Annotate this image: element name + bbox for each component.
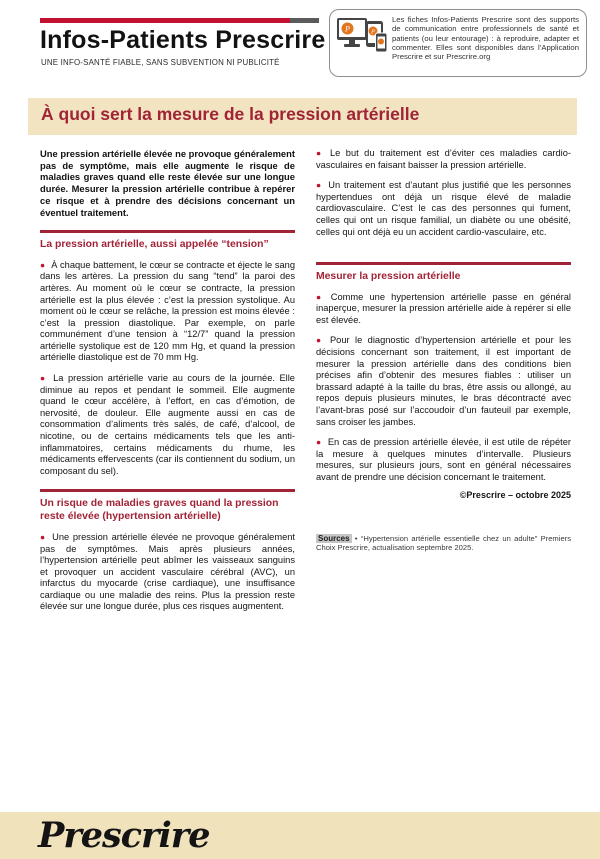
section-heading: La pression artérielle, aussi appelée “tension” (40, 238, 269, 250)
bullet-text: Une pression artérielle élevée ne provoque généralement pas de symptômes. Mais après plusieurs années, l’hypertension artérielle peut abîmer les vaisseaux sanguins et provoquer un accident vasculaire cérébral (AVC), un infarctus du myocarde (crise cardiaque), une insuffisance cardiaque ou une maladie des reins. Plus la pression reste élevée sur une longue durée, plus ces risques augmentent. (40, 531, 296, 612)
bullet-paragraph (316, 180, 571, 238)
info-box-text: Les fiches Infos-Patients Prescrire sont des supports de communication entre professionnels de santé et patients (ou leur entourage) : à reproduire, adapter et commenter. Elles sont disponibles dans l’Application Prescrire et sur Prescrire.org (392, 15, 579, 62)
bullet-text: Comme une hypertension artérielle passe en général inaperçue, mesurer la pression artérielle aide à repérer si elle est élevée. (316, 291, 571, 325)
left-column (40, 148, 295, 613)
bullet-icon: ● (316, 291, 325, 302)
intro-paragraph: Une pression artérielle élevée ne provoque généralement pas de symptôme, mais elle augmente le risque de maladies graves quand elle reste élevée sur une longue durée. Mesurer la pression artérielle contribue à repérer ce risque et à prendre des décisions concernant un éventuel traitement. (40, 148, 295, 218)
section-blood-pressure (40, 230, 295, 477)
page-title: À quoi sert la mesure de la pression artérielle (41, 104, 420, 124)
section-measuring (316, 262, 571, 483)
bullet-icon: ● (40, 259, 46, 270)
masthead-tagline: UNE INFO-SANTÉ FIABLE, SANS SUBVENTION NI PUBLICITÉ (41, 58, 280, 67)
body-columns (40, 148, 571, 613)
right-column (316, 148, 571, 613)
bullet-paragraph (40, 373, 295, 477)
bullet-text: Pour le diagnostic d’hypertension artérielle et pour les décisions concernant son traitement, il est important de mesurer la pression artérielle dans des conditions bien précises afin d’obtenir des mesures fiables : utiliser un brassard adapté à la taille du bras, être assis ou allongé, au repos depuis plusieurs minutes, le bras décontracté avec l’avant-bras posé sur l’accoudoir d’un fauteuil par exemple, sans croiser les jambes. (316, 335, 571, 427)
bullet-paragraph (316, 148, 571, 171)
copyright-line: ©Prescrire – octobre 2025 (459, 489, 571, 500)
bullet-icon: ● (316, 180, 323, 191)
bullet-text: La pression artérielle varie au cours de la journée. Elle diminue au repos et pendant le sommeil. Elle augmente quand le cœur accélère, à l’effort, en cas d’émotion, de nervosité, de douleur. Elle augmente aussi en cas de consommation d’aliments très salés, de café, d’alcool, de nicotine, ou de certains médicaments tels que les anti-inflammatoires, certains médicaments du rhume, les médicaments effervescents (car ils contiennent du sodium, un composant du sel). (40, 373, 295, 476)
bullet-paragraph (316, 292, 571, 327)
page-title-banner (28, 98, 577, 135)
bullet-text: Un traitement est d’autant plus justifié que les personnes hypertendues ont déjà un risque élevé de maladie cardiovasculaire. C’est le cas des personnes qui fument, celles qui ont un risque familial, un diabète ou une obésité, celles qui ont déjà eu un accident cardio-vasculaire, etc. (316, 180, 571, 237)
bullet-text: En cas de pression artérielle élevée, il est utile de répéter la mesure à quelques minutes d’intervalle. Plusieurs mesures, sur plusieurs jours, sont en général nécessaires avant de prendre une décision concernant le traitement. (316, 437, 571, 482)
masthead-rule-red (40, 18, 290, 23)
bullet-icon: ● (316, 437, 322, 448)
bullet-icon: ● (316, 148, 324, 158)
masthead-title: Infos-Patients Prescrire (40, 26, 326, 54)
footer-band (0, 812, 600, 859)
prescrire-logo: Prescrire (38, 815, 210, 856)
masthead-rule-gray (290, 18, 319, 23)
bullet-paragraph (40, 532, 295, 613)
sources-note (316, 534, 571, 553)
section-divider (40, 489, 295, 492)
bullet-paragraph (40, 260, 295, 364)
bullet-paragraph (316, 437, 571, 483)
bullet-text: Le but du traitement est d’éviter ces maladies cardio-vasculaires en faisant baisser la pression artérielle. (316, 148, 571, 170)
info-box (329, 9, 587, 77)
sources-label: Sources (318, 533, 350, 543)
devices-icon (337, 16, 387, 56)
bullet-icon: ● (40, 531, 47, 542)
bullet-text: À chaque battement, le cœur se contracte et éjecte le sang dans les artères. La pression du sang “tend” la paroi des artères. Au moment où le cœur se contracte, la pression artérielle est la plus élevée : c’est la pression systolique. Au moment où le cœur se relâche, la pression est moins élevée : c’est la pression diastolique. Par exemple, on parle communément d’une tension à “12/7” quand la pression artérielle systolique est de 120 mm Hg, et quand la pression artérielle diastolique est de 70 mm Hg. (40, 259, 296, 363)
section-heading: Un risque de maladies graves quand la pression reste élevée (hypertension artérielle) (40, 497, 279, 522)
bullet-paragraph (316, 335, 571, 428)
section-divider (316, 262, 571, 265)
section-divider (40, 230, 295, 233)
svg-text:P: P (371, 29, 375, 36)
section-risk (40, 489, 295, 613)
sources-text: • “Hypertension artérielle essentielle chez un adulte” Premiers Choix Prescrire, actualisation septembre 2025. (316, 533, 571, 552)
bullet-icon: ● (316, 335, 324, 346)
bullet-icon: ● (40, 373, 48, 384)
section-heading: Mesurer la pression artérielle (316, 270, 461, 282)
svg-text:P: P (345, 24, 350, 34)
